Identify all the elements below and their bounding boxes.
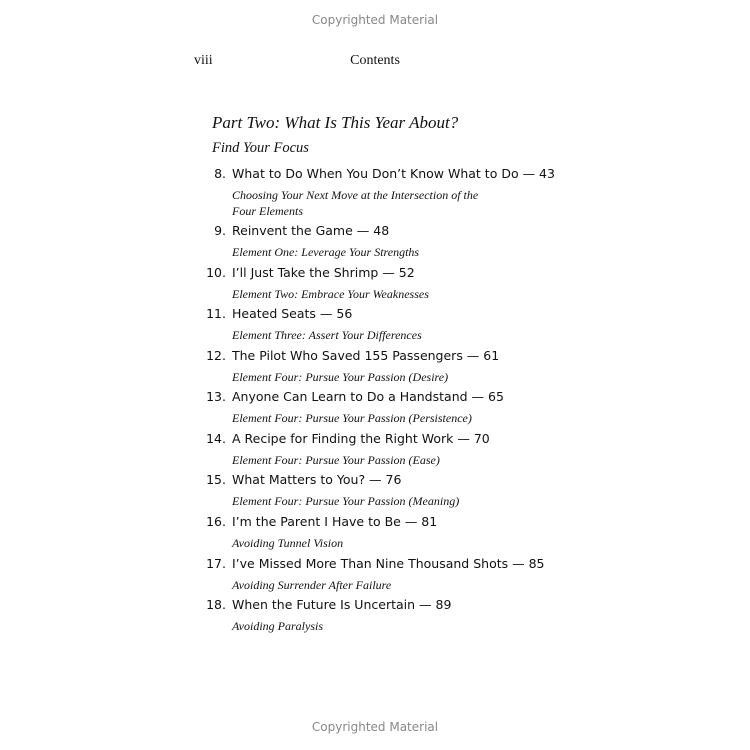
toc-entry-number: 11. [206,306,226,321]
toc-entry-subtitle: Choosing Your Next Move at the Intersection of the Four Elements [232,188,479,218]
toc-entry-number: 10. [206,265,226,280]
toc-entry-subtitle: Avoiding Paralysis [232,619,323,633]
page-number: viii [194,53,213,68]
toc-entry-number: 13. [206,389,226,404]
toc-entry-title: Anyone Can Learn to Do a Handstand — 65 [232,389,504,404]
toc-entry-title: I’m the Parent I Have to Be — 81 [232,514,438,529]
toc-entry-number: 18. [206,597,226,612]
toc-entry-subtitle: Element Four: Pursue Your Passion (Ease) [232,453,440,467]
part-title: Part Two: What Is This Year About? [212,113,459,132]
toc-entry-subtitle: Element Four: Pursue Your Passion (Persistence) [232,411,472,425]
toc-entry-subtitle: Avoiding Tunnel Vision [232,536,344,550]
toc-entry-title: Reinvent the Game — 48 [232,223,390,238]
toc-entry-number: 16. [206,514,226,529]
toc-entry-title: I’ve Missed More Than Nine Thousand Shots — 85 [232,556,545,571]
toc-entry-subtitle: Avoiding Surrender After Failure [232,578,392,592]
toc-entry-number: 14. [206,431,226,446]
toc-entry-title: Heated Seats — 56 [232,306,353,321]
copyright-watermark-top: Copyrighted Material [311,13,439,27]
running-header-title: Contents [350,53,400,68]
toc-entry-number: 15. [206,472,226,487]
section-title: Find Your Focus [212,140,309,156]
toc-entry-number: 17. [206,556,226,571]
toc-entry-subtitle: Element Two: Embrace Your Weaknesses [232,287,429,301]
toc-entry-subtitle: Element One: Leverage Your Strengths [232,245,420,259]
toc-entry-title: The Pilot Who Saved 155 Passengers — 61 [232,348,500,363]
toc-entry-title: A Recipe for Finding the Right Work — 70 [232,431,490,446]
toc-entry-subtitle: Element Four: Pursue Your Passion (Meaning) [232,494,460,508]
toc-entry-number: 9. [214,223,226,238]
copyright-watermark-bottom: Copyrighted Material [311,720,439,734]
toc-entry-title: When the Future Is Uncertain — 89 [232,597,452,612]
toc-entry-subtitle: Element Three: Assert Your Differences [232,328,422,342]
toc-entry-subtitle: Element Four: Pursue Your Passion (Desire) [232,370,449,384]
toc-entry-number: 8. [214,166,226,181]
toc-entry-title: I’ll Just Take the Shrimp — 52 [232,265,415,280]
toc-entry-title: What Matters to You? — 76 [232,472,402,487]
toc-entry-number: 12. [206,348,226,363]
toc-entry-title: What to Do When You Don’t Know What to Do — 43 [232,166,555,181]
